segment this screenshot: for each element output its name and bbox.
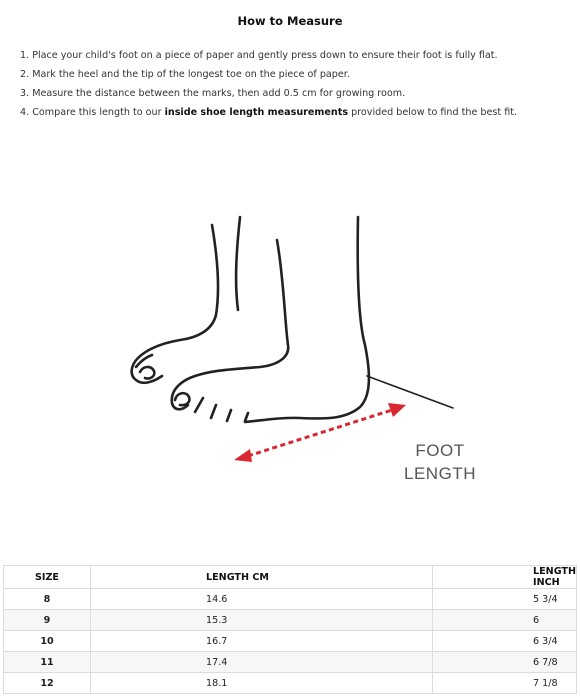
floor-line <box>367 376 453 408</box>
foot-label-line1: FOOT <box>415 441 465 460</box>
cell-length-cm: 16.7 <box>91 631 433 652</box>
cell-length-inch: 6 7/8 <box>433 652 577 673</box>
table-row <box>4 631 577 652</box>
page-title: How to Measure <box>237 14 343 28</box>
instruction-step-2: 2. Mark the heel and the tip of the longest toe on the piece of paper. <box>20 69 350 80</box>
cell-length-cm: 17.4 <box>91 652 433 673</box>
cell-size: 11 <box>4 652 91 673</box>
header-size: SIZE <box>4 566 91 589</box>
cell-length-inch: 6 3/4 <box>433 631 577 652</box>
instruction-list <box>20 46 570 122</box>
instruction-step-4 <box>20 103 570 122</box>
front-leg-outline <box>172 240 288 421</box>
cell-size: 9 <box>4 610 91 631</box>
header-length-inch: LENGTH INCH <box>433 566 577 589</box>
measurement-arrow <box>234 403 406 462</box>
front-foot-big-toe <box>175 393 189 405</box>
back-foot-big-toe <box>140 367 154 379</box>
cell-length-inch: 5 3/4 <box>433 589 577 610</box>
instruction-step-3: 3. Measure the distance between the marks, then add 0.5 cm for growing room. <box>20 88 406 99</box>
table-row <box>4 610 577 631</box>
cell-length-cm: 18.1 <box>91 673 433 694</box>
table-row <box>4 589 577 610</box>
front-leg-heel <box>245 217 369 422</box>
header-length-cm: LENGTH CM <box>91 566 433 589</box>
cell-size: 12 <box>4 673 91 694</box>
step-4-text-start: 4. Compare this length to our <box>20 107 165 118</box>
step-4-text-end: provided below to find the best fit. <box>348 107 518 118</box>
cell-length-cm: 15.3 <box>91 610 433 631</box>
cell-size: 8 <box>4 589 91 610</box>
table-row <box>4 652 577 673</box>
back-leg-inner-line <box>236 217 240 310</box>
foot-label-line2: LENGTH <box>404 464 476 483</box>
instruction-step-1: 1. Place your child's foot on a piece of paper and gently press down to ensure their foot is fully flat. <box>20 50 498 61</box>
table-header-row <box>4 566 577 589</box>
cell-size: 10 <box>4 631 91 652</box>
cell-length-inch: 6 <box>433 610 577 631</box>
step-4-emphasis: inside shoe length measurements <box>164 107 349 118</box>
size-chart-table <box>3 565 577 694</box>
cell-length-cm: 14.6 <box>91 589 433 610</box>
cell-length-inch: 7 1/8 <box>433 673 577 694</box>
table-row <box>4 673 577 694</box>
foot-measure-illustration <box>100 205 480 505</box>
